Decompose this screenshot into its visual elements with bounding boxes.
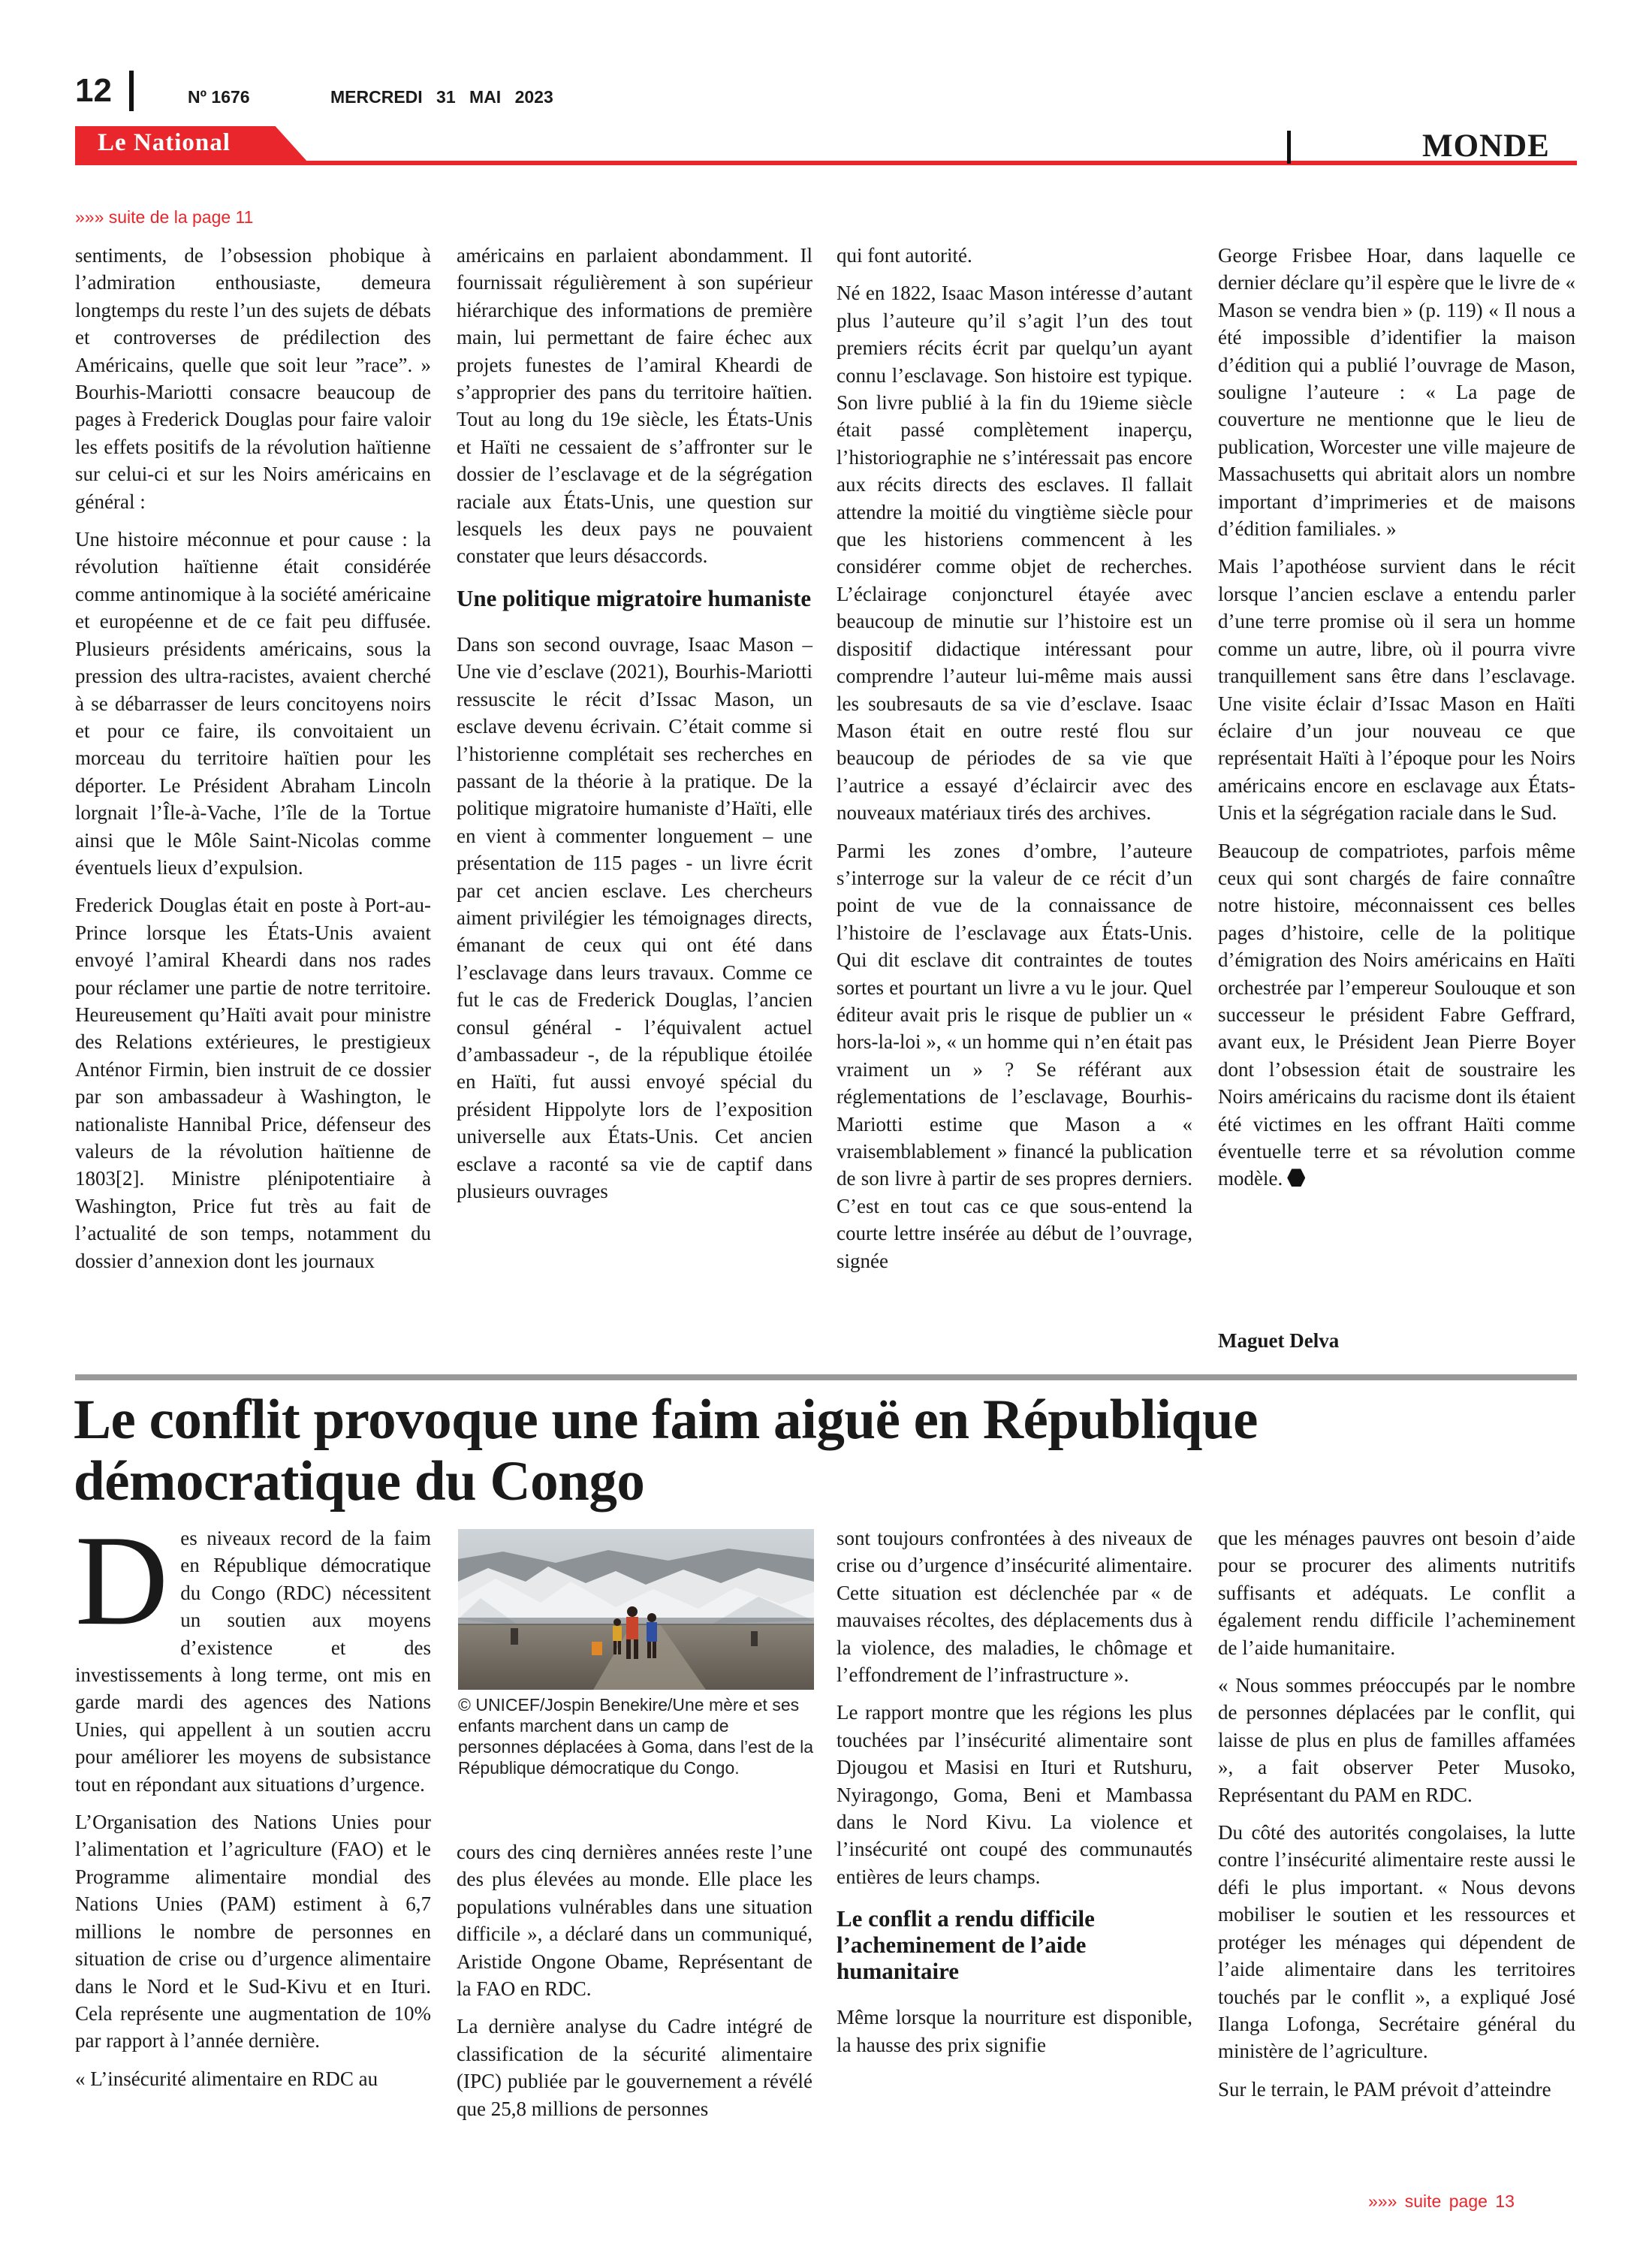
article2-column-1 <box>75 1510 431 2103</box>
section-divider <box>1287 131 1291 164</box>
drop-cap: D <box>75 1510 169 1652</box>
paragraph: sont toujours confrontées à des niveaux de crise ou d’urgence d’insécurité alimentaire. Cette situation est déclenchée par « de mauvaises récoltes, des déplacements dus à la violence, des maladies, le chômage et l’effondrement de l’infrastructure ». <box>837 1527 1192 1687</box>
paragraph: Mais l’apothéose survient dans le récit lorsque l’ancien esclave a entendu parler d’une terre promise où il sera un homme comme un autre, libre, où il pourra vivre tranquillement sans être dans l’esclavage. Une visite éclair d’Issac Mason en Haïti éclaire d’un jour nouveau ce que représentait Haïti à l’époque pour les Noirs américains encore en esclavage aux États-Unis et la ségrégation raciale dans le Sud. <box>1218 555 1575 825</box>
paragraph: Parmi les zones d’ombre, l’auteure s’interroge sur la valeur de ce récit d’un point de vue de la connaissance de l’histoire de l’esclavage aux États-Unis. Qui dit esclave dit contraintes de toutes sortes et pourtant un livre a vu le jour. Quel éditeur avait pris le risque de publier un « hors-la-loi », « un homme qui n’en était pas vraiment un » ? Se référant aux réglementations de l’esclavage, Bourhis-Mariotti estime que Mason a « vraisemblablement » financé la publication de son livre à partir de ses propres derniers. C’est en tout cas ce que sous-entend la courte lettre insérée au début de l’ouvrage, signée <box>837 839 1192 1272</box>
subheading: Le conflit a rendu difficile l’acheminement de l’aide humanitaire <box>837 1905 1095 1985</box>
paragraph: Sur le terrain, le PAM prévoit d’atteindre <box>1218 2077 1551 2101</box>
paragraph: « Nous sommes préoccupés par le nombre de personnes déplacées par le conflit, qui laisse de plus en plus de familles affamées », a fait observer Peter Musoko, Représentant du PAM en RDC. <box>1218 1674 1575 1806</box>
paragraph-text: es niveaux record de la faim en République démocratique du Congo (RDC) nécessitent un soutien aux moyens d’existence et des investissements à long terme, ont mis en garde mardi des agences des Nations Unies, qui appellent à un soutien accru pour améliorer les moyens de subsistance tout en répondant aux situations d’urgence. <box>75 1527 431 1796</box>
article1-column-2 <box>457 242 812 1215</box>
paragraph <box>75 1510 431 1798</box>
article-divider <box>75 1374 1577 1380</box>
news-photo <box>458 1529 814 1690</box>
camp-photo-illustration <box>458 1529 814 1690</box>
paragraph: américains en parlaient abondamment. Il fournissait régulièrement à son supérieur hiérarchique des informations de première main, lui permettant de faire échec aux projets funestes de l’amiral Kheardi de s’approprier des pans du territoire haïtien. Tout au long du 19e siècle, les États-Unis et Haïti ne cessaient de s’affronter sur le dossier de l’esclavage et de la ségrégation raciale aux États-Unis, une question sur lesquels les deux pays ne pouvaient constater que leurs désaccords. <box>457 244 812 568</box>
article1-column-3 <box>837 242 1192 1285</box>
paragraph: cours des cinq dernières années reste l’une des plus élevées au monde. Elle place les populations vulnérables dans une situation difficile », a déclaré dans un communiqué, Aristide Ongone Obame, Représentant de la FAO en RDC. <box>457 1841 812 2001</box>
end-of-article-icon <box>1287 1169 1305 1187</box>
photo-caption: © UNICEF/Jospin Benekire/Une mère et ses enfants marchent dans un camp de personnes déplacées à Goma, dans l’est de la République démocratique du Congo. <box>458 1695 814 1778</box>
brand-logo: Le National <box>98 129 231 156</box>
issue-date: MERCREDI 31 MAI 2023 <box>330 87 553 107</box>
paragraph: Né en 1822, Isaac Mason intéresse d’autant plus l’auteure qu’il s’agit l’un des tout premiers récits écrit par quelqu’un ayant connu l’esclavage. Son histoire est typique. Son livre publié à la fin du 19ieme siècle était passé complètement inaperçu, l’historiographie ne s’intéressait pas encore aux récits directs des esclaves. Il fallait attendre la moitié du vingtième siècle pour que les historiens commencent à les considérer comme objet de recherches. L’éclairage conjoncturel étayée avec beaucoup de minutie sur l’histoire est un dispositif didactique intéressant pour comprendre l’auteur lui-même mais aussi les soubresauts de sa vie d’esclave. Isaac Mason était en outre resté flou sur beaucoup de périodes de sa vie que l’autrice a essayé d’éclaircir avec des nouveaux matériaux tirés des archives. <box>837 282 1192 825</box>
paragraph: Dans son second ouvrage, Isaac Mason – Une vie d’esclave (2021), Bourhis-Mariotti ressuscite le récit d’Issac Mason, un esclave devenu écrivain. C’était comme si l’historienne complétait ses recherches en passant de la théorie à la pratique. De la politique migratoire humaniste d’Haïti, elle en vient à commenter longuement – une présentation de 115 pages - un livre écrit par cet ancien esclave. Les chercheurs aiment privilégier les témoignages directs, émanant de ceux qui ont été dans l’esclavage dans leurs travaux. Comme ce fut le cas de Frederick Douglas, l’ancien consul général - l’équivalent actuel d’ambassadeur -, de la république étoilée en Haïti, fut aussi envoyé spécial du président Hippolyte lors de l’exposition universelle aux États-Unis. Cet ancien esclave a raconté sa vie de captif dans plusieurs ouvrages <box>457 632 812 1202</box>
section-label: MONDE <box>1422 128 1550 164</box>
paragraph: George Frisbee Hoar, dans laquelle ce dernier déclare qu’il espère que le livre de « Mason se vendra bien » (p. 119) « Il nous a été impossible d’identifier la maison d’édition qui a publié l’ouvrage de Mason, souligne l’auteure : « La page de couverture ne mentionne que le lieu de publication, Worcester une ville majeure de Massachusetts qui abritait alors un nombre important d’imprimeries et de maisons d’édition familiales. » <box>1218 244 1575 541</box>
article2-column-4 <box>1218 1525 1575 2113</box>
paragraph: que les ménages pauvres ont besoin d’aide pour se procurer des aliments nutritifs suffisants et adéquats. Le conflit a également rendu difficile l’acheminement de l’aide humanitaire. <box>1218 1527 1575 1659</box>
paragraph: Du côté des autorités congolaises, la lutte contre l’insécurité alimentaire reste aussi le défi le plus important. « Nous devons mobiliser le soutien et les ressources et protéger les ménages qui dépendent de l’aide alimentaire dans les territoires touchés par le conflit », a expliqué José Ilanga Lofonga, Secrétaire général du ministère de l’agriculture. <box>1218 1821 1575 2063</box>
paragraph-text: Beaucoup de compatriotes, parfois même ceux qui sont chargés de faire connaître notre histoire, méconnaissent ces belles pages d’histoire, celle de la politique d’émigration des Noirs américains en Haïti orchestrée par l’empereur Soulouque et son successeur le président Fabre Geffrard, avant eux, le Président Jean Pierre Boyer dont l’obsession était de soustraire les Noirs américains du racisme dont ils étaient été victimes en les offrant Haïti comme éventuelle terre et sa révolution comme modèle. <box>1218 839 1575 1190</box>
subheading: Une politique migratoire humaniste <box>457 584 812 611</box>
author-signature: Maguet Delva <box>1218 1329 1340 1352</box>
paragraph: L’Organisation des Nations Unies pour l’alimentation et l’agriculture (FAO) et le Programme alimentaire mondial des Nations Unies (PAM) estiment à 6,7 millions le nombre de personnes en situation de crise ou d’urgence alimentaire dans le Nord et le Sud-Kivu et en Ituri. Cela représente une augmentation de 10% par rapport à l’année dernière. <box>75 1811 431 2052</box>
issue-number: Nº 1676 <box>188 87 250 107</box>
article1-column-1 <box>75 242 431 1285</box>
page-number-divider <box>129 71 134 111</box>
header-rule <box>75 161 1577 165</box>
paragraph: Frederick Douglas était en poste à Port-au-Prince lorsque les États-Unis avaient envoyé l’amiral Kheardi dans nos rades pour réclamer une partie de notre territoire. Heureusement qu’Haïti avait pour ministre des Relations extérieures, le prestigieux Anténor Firmin, bien instruit de ce dossier par son ambassadeur à Washington, le nationaliste Hannibal Price, défenseur des valeurs de la révolution haïtienne de 1803[2]. Ministre plénipotentiaire à Washington, Price fut très au fait de l’actualité de son temps, notamment du dossier d’annexion dont les journaux <box>75 894 431 1272</box>
paragraph: sentiments, de l’obsession phobique à l’admiration enthousiaste, demeura longtemps du reste l’un des sujets de débats et controverses de prédilection des Américains, quelle que soit leur ”race”. » Bourhis-Mariotti consacre beaucoup de pages à Frederick Douglas pour faire valoir les effets positifs de la révolution haïtienne sur celui-ci et sur les Noirs américains en général : <box>75 244 431 513</box>
article1-column-4 <box>1218 242 1575 1203</box>
paragraph: qui font autorité. <box>837 244 972 267</box>
continued-from: »»» suite de la page 11 <box>75 207 254 227</box>
article2-column-2 <box>457 1838 812 2133</box>
article2-headline: Le conflit provoque une faim aiguë en République démocratique du Congo <box>74 1389 1258 1513</box>
continued-to: »»» suite page 13 <box>1368 2191 1515 2211</box>
paragraph: La dernière analyse du Cadre intégré de classification de la sécurité alimentaire (IPC) publiée par le gouvernement a révélé que 25,8 millions de personnes <box>457 2015 812 2120</box>
paragraph: Même lorsque la nourriture est disponible, la hausse des prix signifie <box>837 2006 1192 2056</box>
paragraph: « L’insécurité alimentaire en RDC au <box>75 2067 378 2090</box>
paragraph: Une histoire méconnue et pour cause : la révolution haïtienne était considérée comme antinomique à la société américaine et européenne et de ce fait peu diffusée. Plusieurs présidents américains, sous la pression des ultra-racistes, avaient cherché à se débarrasser de leurs concitoyens noirs et pour ce faire, ils convoitaient un morceau du territoire haïtien pour les déporter. Le Président Abraham Lincoln lorgnait l’Île-à-Vache, l’île de la Tortue ainsi que le Môle Saint-Nicolas comme éventuels lieux d’expulsion. <box>75 528 431 879</box>
paragraph: Le rapport montre que les régions les plus touchées par l’insécurité alimentaire sont Djougou et Masisi en Ituri et Rutshuru, Nyiragongo, Goma, Beni et Mambassa dans le Nord Kivu. La violence et l’insécurité ont coupé des communautés entières de leurs champs. <box>837 1701 1192 1888</box>
paragraph <box>1218 837 1575 1193</box>
article2-column-3 <box>837 1525 1192 2069</box>
page-number: 12 <box>75 72 112 109</box>
